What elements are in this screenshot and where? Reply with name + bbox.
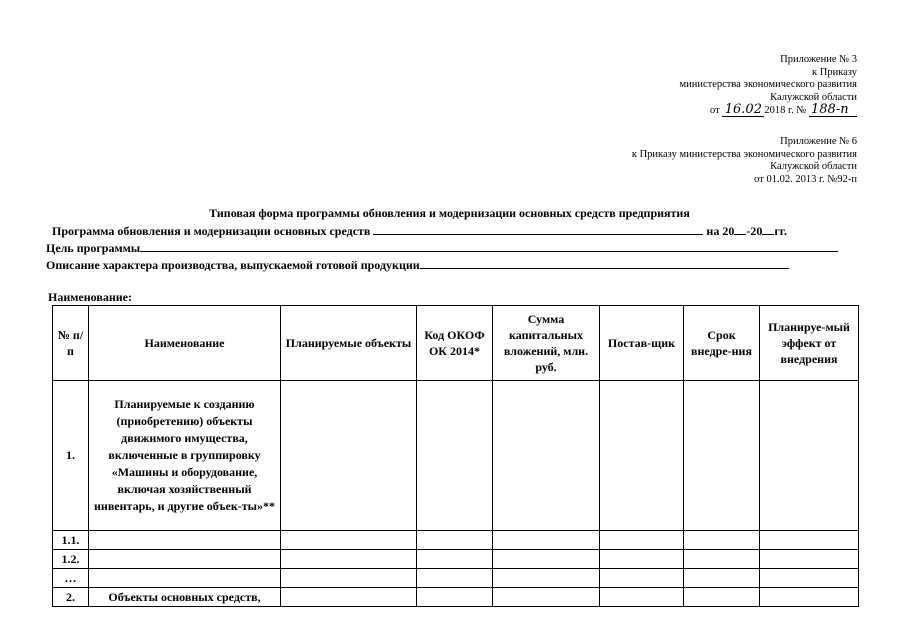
period-blank-1	[734, 224, 746, 235]
period-blank-2	[762, 224, 774, 235]
cell	[600, 381, 684, 531]
cell	[493, 381, 600, 531]
form-title: Типовая форма программы обновления и модернизации основных средств предприятия	[209, 206, 690, 220]
row-number: 2.	[53, 588, 89, 607]
period-prefix: на 20	[706, 224, 735, 238]
cell	[417, 588, 493, 607]
table-row	[53, 531, 859, 550]
header-number: № п/п	[53, 306, 89, 381]
period-mid: -20	[746, 224, 763, 238]
header-name: Наименование	[89, 306, 281, 381]
appendix-3-order: к Приказу	[812, 66, 857, 78]
date-prefix: от	[710, 105, 720, 117]
header-supplier: Постав-щик	[600, 306, 684, 381]
date-year: 2018 г. №	[764, 105, 807, 117]
cell	[760, 569, 859, 588]
description-blank	[420, 258, 789, 269]
description-line	[46, 258, 789, 273]
appendix-6-block	[632, 136, 857, 186]
header-okof-code: Код ОКОФ ОК 2014*	[417, 306, 493, 381]
description-label: Описание характера производства, выпускаемой готовой продукции	[46, 258, 420, 272]
row-name	[89, 550, 281, 569]
table-row	[53, 550, 859, 569]
handwritten-number: 188-п	[809, 104, 857, 117]
cell	[760, 588, 859, 607]
row-number: …	[53, 569, 89, 588]
row-name	[89, 569, 281, 588]
name-heading: Наименование:	[48, 290, 132, 304]
row-name: Планируемые к созданию (приобретению) объекты движимого имущества, включенные в группировку «Машины и оборудование, включая хозяйственный инвентарь, и другие объек-ты»**	[89, 381, 281, 531]
cell	[760, 550, 859, 569]
cell	[417, 550, 493, 569]
header-deadline: Срок внедре-ния	[684, 306, 760, 381]
program-line	[52, 224, 787, 239]
cell	[281, 381, 417, 531]
row-number: 1.1.	[53, 531, 89, 550]
goal-line	[46, 241, 838, 256]
table-row	[53, 588, 859, 607]
cell	[493, 569, 600, 588]
appendix-6-title: Приложение № 6	[780, 136, 857, 147]
header-capital-sum: Сумма капитальных вложений, млн. руб.	[493, 306, 600, 381]
cell	[684, 588, 760, 607]
cell	[417, 531, 493, 550]
cell	[684, 550, 760, 569]
handwritten-date: 16.02	[722, 104, 764, 117]
table-row	[53, 569, 859, 588]
appendix-6-region: Калужской области	[770, 161, 857, 173]
row-number: 1.2.	[53, 550, 89, 569]
cell	[684, 531, 760, 550]
table-header-row	[53, 306, 859, 381]
cell	[493, 550, 600, 569]
appendix-6-order: к Приказу министерства экономического развития	[631, 148, 857, 160]
program-blank	[373, 224, 703, 235]
cell	[600, 550, 684, 569]
row-name: Объекты основных средств,	[89, 588, 281, 607]
cell	[760, 381, 859, 531]
appendix-3-title: Приложение № 3	[780, 54, 857, 65]
cell	[493, 531, 600, 550]
goal-blank	[140, 241, 838, 252]
period-suffix: гг.	[774, 224, 787, 238]
cell	[684, 381, 760, 531]
cell	[417, 569, 493, 588]
cell	[281, 550, 417, 569]
cell	[493, 588, 600, 607]
cell	[684, 569, 760, 588]
appendix-3-region: Калужской области	[770, 91, 857, 103]
header-planned-objects: Планируемые объекты	[281, 306, 417, 381]
cell	[281, 588, 417, 607]
programme-table	[52, 305, 859, 607]
goal-label: Цель программы	[46, 241, 141, 255]
row-number: 1.	[53, 381, 89, 531]
cell	[760, 531, 859, 550]
cell	[600, 531, 684, 550]
appendix-3-ministry: министерства экономического развития	[679, 79, 857, 91]
cell	[281, 569, 417, 588]
cell	[600, 588, 684, 607]
table-row	[53, 381, 859, 531]
cell	[417, 381, 493, 531]
appendix-3-date-line	[679, 104, 857, 118]
header-planned-effect: Планируе-мый эффект от внедрения	[760, 306, 859, 381]
appendix-3-block	[679, 54, 857, 118]
cell	[281, 531, 417, 550]
row-name	[89, 531, 281, 550]
cell	[600, 569, 684, 588]
appendix-6-date: от 01.02. 2013 г. №92-п	[754, 173, 857, 185]
program-label: Программа обновления и модернизации основных средств	[52, 224, 371, 238]
